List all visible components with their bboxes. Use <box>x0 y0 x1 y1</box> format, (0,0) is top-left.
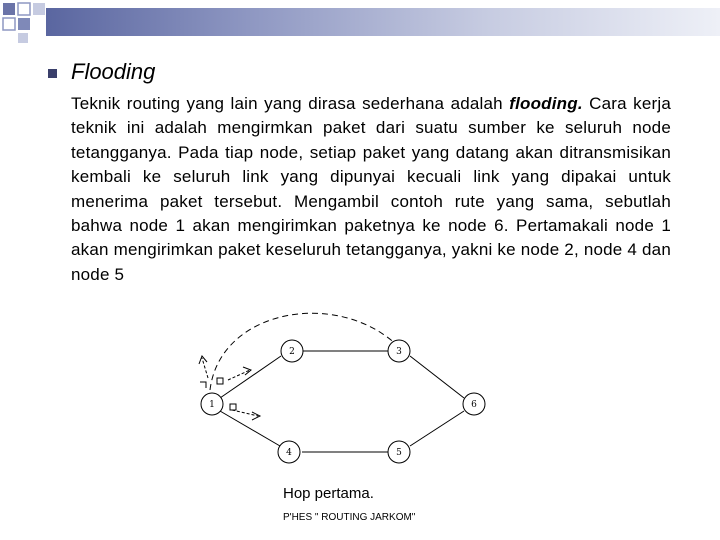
title-bar <box>46 8 720 36</box>
node-4 <box>278 441 300 463</box>
node-4-label: 4 <box>286 448 292 458</box>
figure-caption: Hop pertama. <box>283 485 374 502</box>
link-1-4 <box>220 411 280 446</box>
packet-marker <box>230 404 236 410</box>
node-3 <box>388 340 410 362</box>
arrow-to-3 <box>202 358 208 378</box>
arrow-to-2 <box>228 370 250 380</box>
node-3-label: 3 <box>396 347 402 357</box>
node-1 <box>201 393 223 415</box>
node-6 <box>463 393 485 415</box>
slide-heading: Flooding <box>71 59 156 84</box>
node-2 <box>281 340 303 362</box>
slide-footer: P'HES " ROUTING JARKOM" <box>283 512 416 523</box>
arrow-to-4-head <box>252 412 260 420</box>
bullet-icon <box>48 69 57 78</box>
network-diagram <box>180 298 500 473</box>
packet-marker <box>200 382 206 388</box>
body-paragraph <box>71 92 671 287</box>
link-1-3 <box>210 313 400 390</box>
node-6-label: 6 <box>471 400 477 410</box>
node-5-label: 5 <box>396 448 402 458</box>
link-5-6 <box>410 411 464 446</box>
link-3-6 <box>410 356 464 398</box>
paragraph-term: flooding. <box>509 94 583 113</box>
node-5 <box>388 441 410 463</box>
paragraph-intro: Teknik routing yang lain yang dirasa sederhana adalah <box>71 94 510 113</box>
paragraph-rest: Cara kerja teknik ini adalah mengirmkan paket dari suatu sumber ke seluruh node tetangganya. Pada tiap node, setiap paket yang datang akan ditransmisikan kembali ke seluruh link yang dipunyai kecuali link yang dipakai untuk menerima paket tersebut. Mengambil contoh rute yang sama, sebutlah bahwa node 1 akan mengirimkan paketnya ke node 6. Pertamakali node 1 akan mengirimkan paket keseluruh tetangganya, yakni ke node 2, node 4 dan node 5 <box>71 94 671 284</box>
packet-marker <box>217 378 223 384</box>
node-1-label: 1 <box>209 400 215 410</box>
node-2-label: 2 <box>289 347 295 357</box>
link-1-2 <box>220 356 281 398</box>
